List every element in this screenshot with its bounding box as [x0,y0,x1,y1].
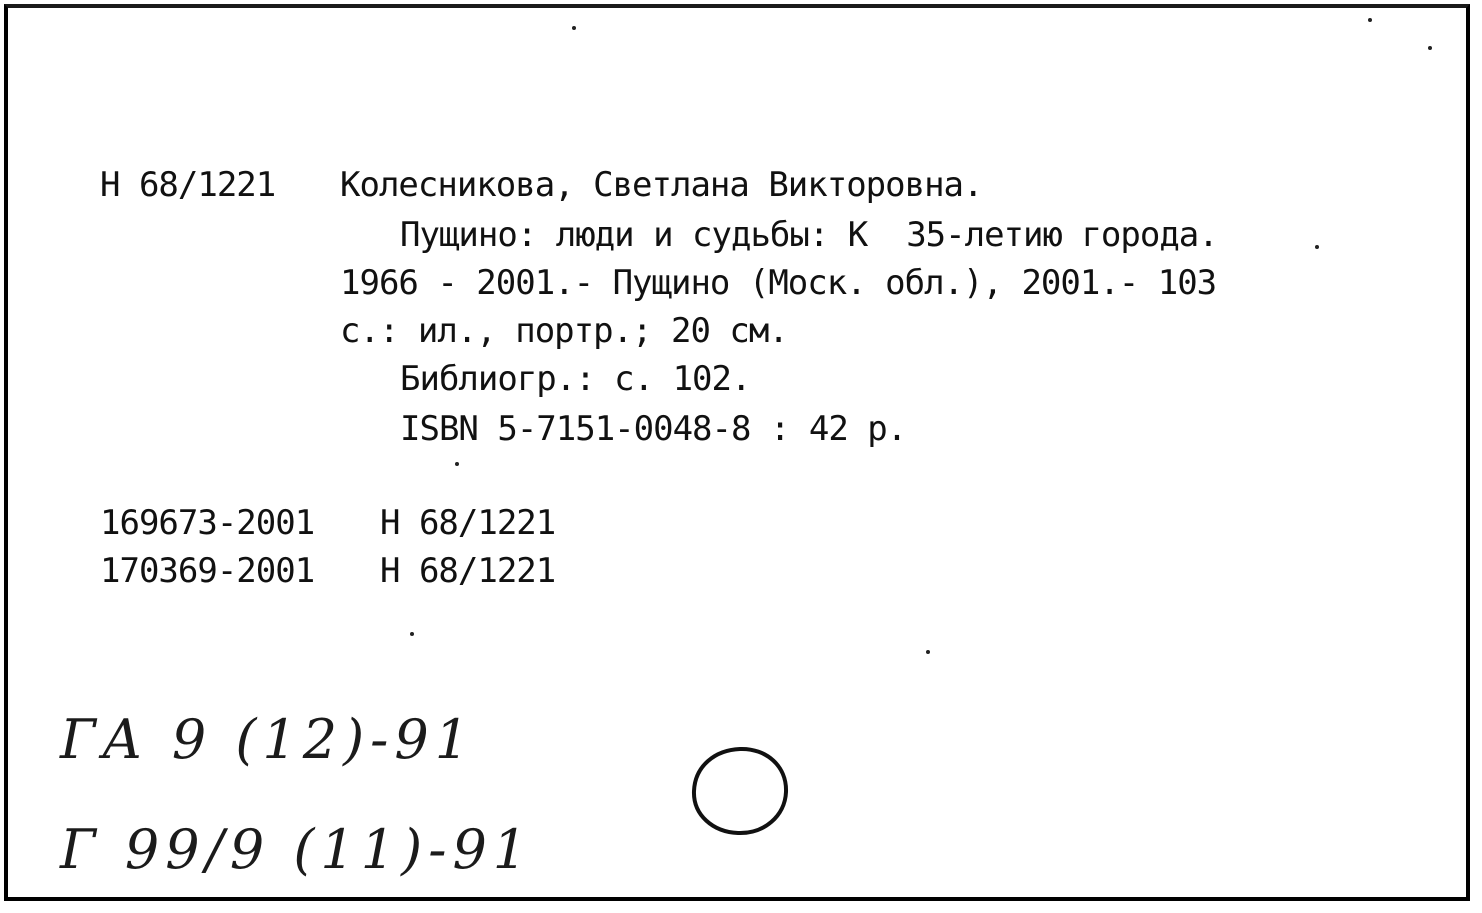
title-line-2: 1966 - 2001.- Пущино (Моск. обл.), 2001.- 103 [340,263,1217,303]
holding-accession: 169673-2001 [100,503,315,543]
stamp-circle-icon [688,744,792,838]
handwritten-note: ГА 9 (12)-91 [60,708,476,771]
holding-shelfmark: Н 68/1221 [380,503,556,543]
scan-speck [1315,245,1319,249]
author-heading: Колесникова, Светлана Викторовна. [340,165,983,205]
shelfmark: Н 68/1221 [100,165,276,205]
scan-speck [1428,46,1432,50]
title-line-3: с.: ил., портр.; 20 см. [340,311,788,351]
handwritten-note: Г 99/9 (11)-91 [60,818,534,881]
scan-speck [410,632,414,636]
holding-shelfmark: Н 68/1221 [380,551,556,591]
isbn-price: ISBN 5-7151-0048-8 : 42 р. [400,409,907,449]
scan-speck [455,462,459,466]
holding-accession: 170369-2001 [100,551,315,591]
bibliography-note: Библиогр.: с. 102. [400,359,751,399]
scan-speck [572,26,576,30]
title-line-1: Пущино: люди и судьбы: К 35-летию города. [400,215,1218,255]
scan-speck [1368,18,1372,22]
scan-speck [926,650,930,654]
